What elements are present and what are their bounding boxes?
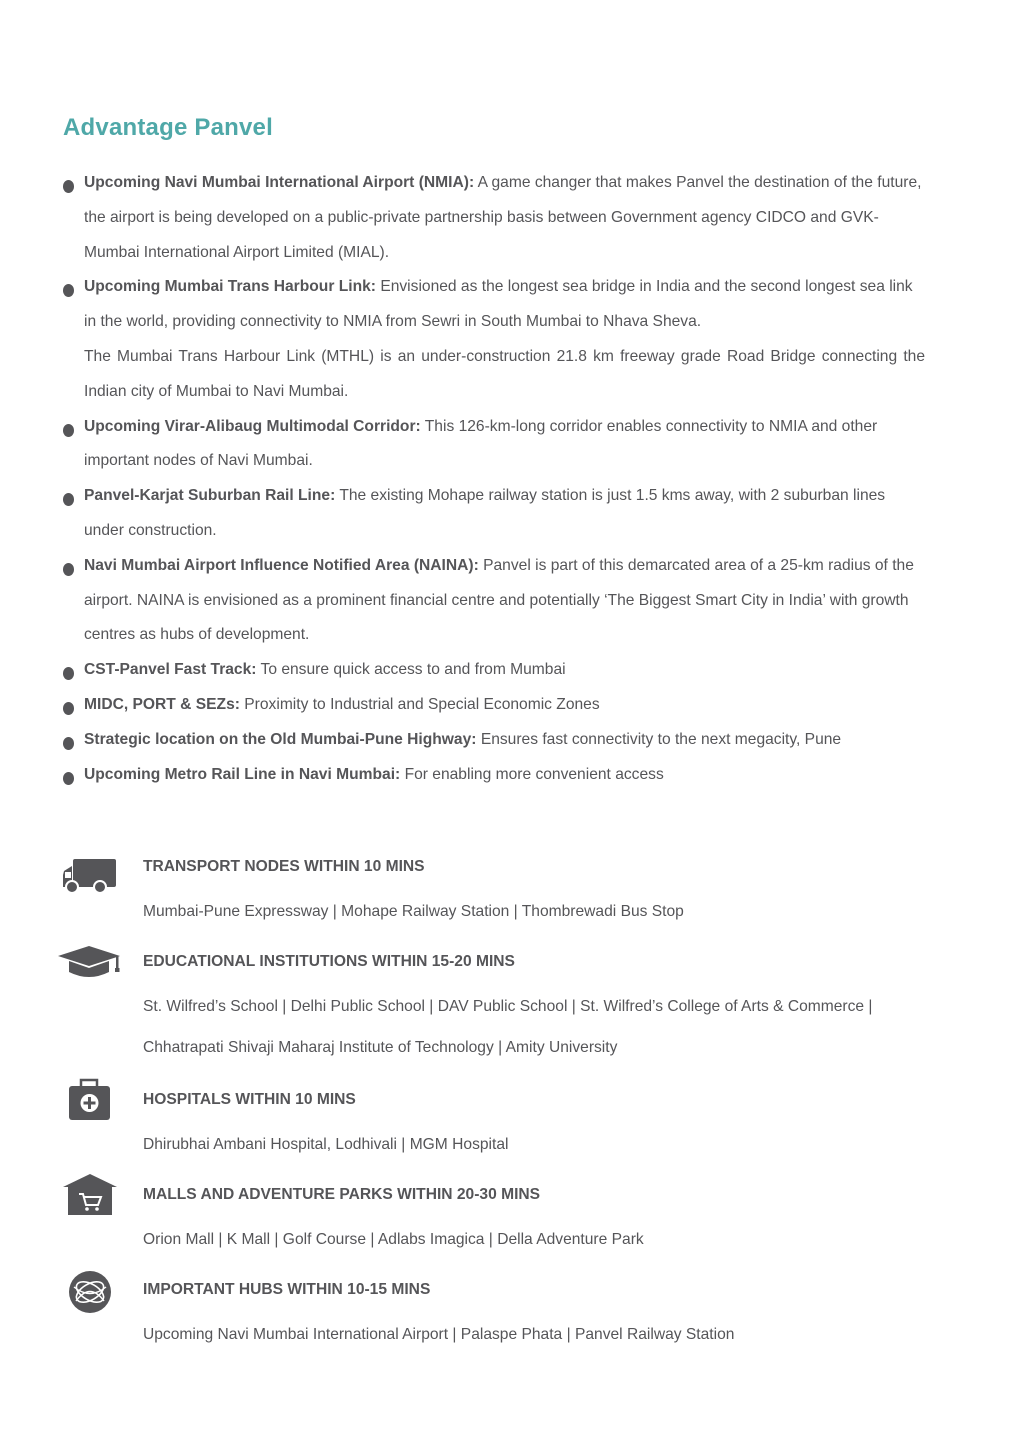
bullet-text: Envisioned as the longest sea bridge in India and the second longest sea link in the world, providing connectivity to NMIA from Sewri in South Mumbai to Nhava Sheva.	[84, 278, 913, 331]
bullet-text: The existing Mohape railway station is just 1.5 kms away, with 2 suburban lines under construction.	[84, 487, 886, 539]
list-item	[63, 410, 925, 480]
list-item	[63, 479, 925, 549]
section-body: St. Wilfred’s School | Delhi Public School | DAV Public School | St. Wilfred’s College of Arts & Commerce | Chhatrapati Shivaji Maharaj Institute of Technology | Amity University	[143, 998, 873, 1056]
bullet-text: This 126-km-long corridor enables connectivity to NMIA and other important nodes of Navi Mumbai.	[84, 417, 878, 470]
section-heading: HOSPITALS WITHIN 10 MINS	[143, 1091, 356, 1108]
medical-kit-icon	[55, 1078, 125, 1122]
bullet-text: A game changer that makes Panvel the destination of the future, the airport is being developed on a public-private partnership basis between Government agency CIDCO and GVK-Mumbai International Airport Limited (MIAL).	[84, 174, 922, 261]
bullet-lead: Strategic location on the Old Mumbai-Pune Highway:	[84, 730, 477, 748]
list-item	[63, 758, 925, 793]
bullet-extra-text: The Mumbai Trans Harbour Link (MTHL) is an under-construction 21.8 km freeway grade Road Bridge connecting the Indian city of Mumbai to Navi Mumbai.	[84, 347, 925, 400]
bullet-lead: MIDC, PORT & SEZs:	[84, 695, 240, 713]
bullet-icon	[63, 702, 74, 715]
bullet-icon	[63, 284, 74, 297]
section-heading: MALLS AND ADVENTURE PARKS WITHIN 20-30 MINS	[143, 1186, 541, 1203]
advantages-list	[63, 166, 925, 792]
list-item	[63, 166, 925, 270]
bullet-icon	[63, 424, 74, 437]
bullet-text: To ensure quick access to and from Mumbai	[256, 661, 566, 679]
list-item	[63, 653, 925, 688]
shopping-cart-store-icon	[55, 1173, 125, 1217]
bullet-icon	[63, 772, 74, 785]
bullet-lead: Panvel-Karjat Suburban Rail Line:	[84, 487, 336, 505]
bullet-lead: CST-Panvel Fast Track:	[84, 661, 257, 679]
section-body: Dhirubhai Ambani Hospital, Lodhivali | MGM Hospital	[143, 1136, 509, 1153]
bullet-text: Proximity to Industrial and Special Economic Zones	[239, 695, 600, 713]
bullet-lead: Upcoming Navi Mumbai International Airport (NMIA):	[84, 174, 475, 191]
section-body: Mumbai-Pune Expressway | Mohape Railway Station | Thombrewadi Bus Stop	[143, 903, 684, 920]
section-heading: IMPORTANT HUBS WITHIN 10-15 MINS	[143, 1281, 431, 1298]
bullet-icon	[63, 493, 74, 506]
section-heading: EDUCATIONAL INSTITUTIONS WITHIN 15-20 MINS	[143, 953, 515, 970]
bullet-text: For enabling more convenient access	[400, 765, 664, 783]
bullet-lead: Upcoming Virar-Alibaug Multimodal Corridor:	[84, 417, 421, 435]
bullet-icon	[63, 180, 74, 193]
section-body: Upcoming Navi Mumbai International Airport | Palaspe Phata | Panvel Railway Station	[143, 1326, 735, 1343]
bullet-icon	[63, 667, 74, 680]
section-body: Orion Mall | K Mall | Golf Course | Adlabs Imagica | Della Adventure Park	[143, 1231, 644, 1248]
bullet-lead: Upcoming Metro Rail Line in Navi Mumbai:	[84, 765, 401, 783]
list-item	[63, 723, 925, 758]
page-title: Advantage Panvel	[63, 114, 273, 141]
list-item	[63, 549, 925, 653]
globe-network-icon	[55, 1270, 125, 1314]
bullet-icon	[63, 737, 74, 750]
list-item	[63, 688, 925, 723]
truck-icon	[55, 857, 125, 901]
graduation-cap-icon	[55, 942, 125, 986]
bullet-text: Panvel is part of this demarcated area of a 25-km radius of the airport. NAINA is envisioned as a prominent financial centre and potentially ‘The Biggest Smart City in India’ with growth centres as hubs of development.	[84, 556, 914, 644]
section-heading: TRANSPORT NODES WITHIN 10 MINS	[143, 858, 425, 875]
bullet-lead: Navi Mumbai Airport Influence Notified Area (NAINA):	[84, 556, 479, 574]
bullet-lead: Upcoming Mumbai Trans Harbour Link:	[84, 278, 376, 296]
list-item	[63, 270, 925, 409]
bullet-text: Ensures fast connectivity to the next megacity, Pune	[476, 730, 842, 748]
bullet-icon	[63, 563, 74, 576]
